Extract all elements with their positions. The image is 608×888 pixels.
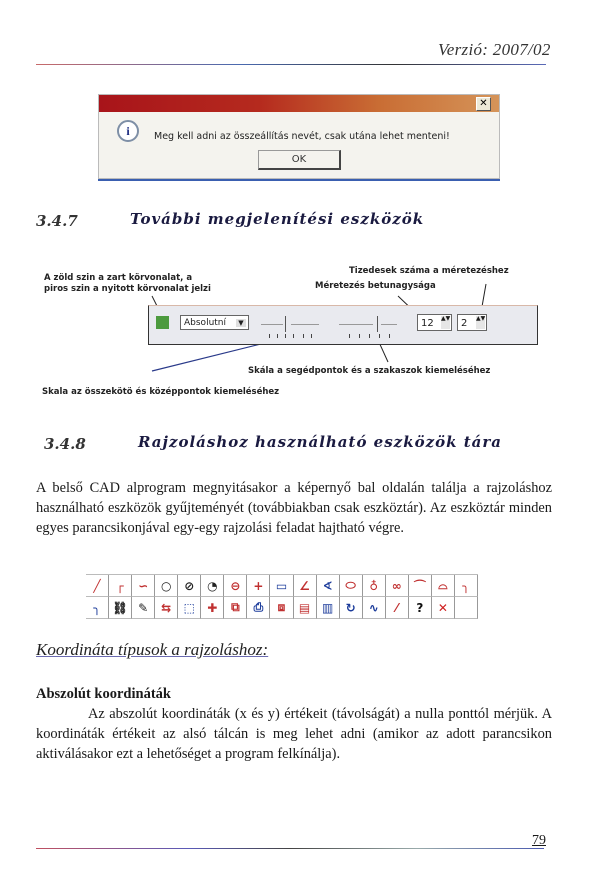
section-number: 3.4.8 [44,435,86,453]
spin-arrows-icon[interactable]: ▲▼ [441,316,450,329]
link-tool-button[interactable] [109,597,132,619]
font-size-value: 12 [421,318,434,329]
arc-tool-button[interactable] [409,575,432,597]
annotation-leaders [0,0,608,420]
spline-tool-icon: ∿ [368,600,379,615]
version-label: Verzió: 2007/02 [438,40,551,59]
annotation-scale-aux: Skála a segédpontok és a szakaszok kiemeléséhez [248,366,491,376]
undo-tool-icon: ⇆ [161,600,172,615]
contour-status-indicator [156,316,169,329]
annotation-decimals: Tizedesek száma a méretezéshez [349,266,509,276]
dialog-message: Meg kell adni az összeállítás nevét, csak utána lehet menteni! [154,131,450,142]
ok-button[interactable]: OK [258,150,341,170]
chamfer-tool-button[interactable] [86,597,109,619]
annotation-font-size: Méretezés betunagysága [315,281,436,291]
circle-radius-tool-icon: ⊘ [184,578,195,593]
trim-tool-button[interactable] [386,597,409,619]
circle-tool-icon: ○ [160,578,172,593]
copy-tool-icon: ⧉ [231,600,240,614]
pattern-tool-icon: ▥ [321,600,334,615]
spline-tool-button[interactable] [363,597,386,619]
link-tool-icon: ⛓ [112,600,128,615]
rectangle-tool-button[interactable] [270,575,293,597]
close-icon[interactable]: ✕ [476,97,491,111]
move-tool-icon: ✚ [207,600,218,615]
spin-arrows-icon[interactable]: ▲▼ [476,316,485,329]
arc-tool-icon: ⌒ [413,579,426,593]
info-icon: i [117,120,139,142]
circle-tool-button[interactable] [155,575,178,597]
annotation-scale-connect: Skala az összekötö és középpontok kiemeléséhez [42,387,280,397]
tangent-circle-tool-icon: ♁ [369,578,379,593]
undo-tool-button[interactable] [155,597,178,619]
decimals-spinner[interactable] [457,314,487,331]
coordinates-subheading: Koordináta típusok a rajzoláshoz: [36,640,269,659]
two-circle-tool-button[interactable] [386,575,409,597]
angle-line-tool-button[interactable] [294,575,317,597]
absolute-coordinates-heading: Abszolút koordináták [36,686,171,702]
point-tool-icon: + [253,578,264,593]
mirror-tool-button[interactable] [247,597,270,619]
font-size-spinner[interactable] [417,314,452,331]
angle-line-tool-icon: ∠ [299,578,310,593]
page-number: 79 [532,833,546,848]
pencil-tool-icon: ✎ [138,600,149,615]
footer-rule [36,848,544,849]
absolute-coordinates-paragraph: Az abszolút koordináták (x és y) értékeit (távolságát) a nulla ponttól mérjük. A koordináták értékeit az alsó tálcán is meg lehet adni (amikor az adott parancsikon aktiválásakor ezt a lehetőséget a program felkínálja). [36,706,552,762]
fillet-tool-button[interactable] [455,575,478,597]
section-title: Rajzoláshoz használható eszközök tára [138,433,502,451]
mirror-tool-icon: ⎙ [253,600,264,614]
two-circle-tool-icon: ∞ [391,578,402,593]
slider-thumb[interactable] [285,316,286,332]
annotation-color-line2: piros szin a nyitott körvonalat jelzi [44,284,211,294]
move-tool-button[interactable] [201,597,224,619]
slot-tool-button[interactable] [340,575,363,597]
point-tool-button[interactable] [247,575,270,597]
annotation-color-line1: A zöld szin a zart körvonalat, a [44,273,193,283]
delete-tool-icon: ✕ [437,600,448,615]
offset-tool-button[interactable] [270,597,293,619]
chamfer-tool-icon: ╮ [93,600,101,615]
tangent-circle-tool-button[interactable] [363,575,386,597]
slot-tool-icon: ⬭ [345,578,356,592]
curve-tool-icon: ∽ [138,578,149,593]
offset-tool-icon: ⧈ [277,600,286,614]
hatch-tool-button[interactable] [294,597,317,619]
polyline-tool-icon: ┌ [116,578,124,593]
copy-tool-button[interactable] [224,597,247,619]
delete-tool-button[interactable] [432,597,455,619]
decimals-value: 2 [461,318,468,329]
empty-slot-button[interactable] [455,597,478,619]
select-rect-tool-button[interactable] [178,597,201,619]
line-tool-icon: ╱ [93,578,101,593]
rectangle-tool-icon: ▭ [275,578,288,593]
intro-paragraph: A belső CAD alprogram megnyitásakor a képernyő bal oldalán találja a rajzoláshoz használható eszközök gyűjteményét (továbbiakban csak eszköztár). Az eszköztár minden egyes parancsikonjával egy-egy rajzolási feladat hajtható végre. [36,480,552,536]
select-rect-tool-icon: ⬚ [183,600,195,615]
pencil-tool-button[interactable] [132,597,155,619]
hatch-tool-icon: ▤ [298,600,311,615]
rotate-tool-icon: ↻ [345,600,356,615]
polyline-tool-button[interactable] [109,575,132,597]
rotate-tool-button[interactable] [340,597,363,619]
trim-tool-icon: ⁄ [395,600,398,615]
aux-scale-slider[interactable] [339,314,399,340]
arc2-tool-button[interactable] [432,575,455,597]
connect-scale-slider[interactable] [261,314,321,340]
coordinate-mode-value: Absolutní [184,318,227,328]
coordinate-mode-select[interactable] [180,315,249,330]
section-number: 3.4.7 [36,212,78,230]
circle-sector-tool-button[interactable] [201,575,224,597]
drawing-toolbox [86,574,478,619]
circle-sector-tool-icon: ◔ [207,578,218,593]
pattern-tool-button[interactable] [317,597,340,619]
ellipse-tool-icon: ⊖ [230,578,241,593]
section-title: További megjelenítési eszközök [130,210,425,228]
chevron-down-icon: ▼ [236,319,246,327]
ellipse-tool-button[interactable] [224,575,247,597]
angle-tool-icon: ∢ [322,578,333,593]
fillet-tool-icon: ╮ [462,578,470,593]
display-toolbar [148,305,538,345]
circle-radius-tool-button[interactable] [178,575,201,597]
arc2-tool-icon: ⌓ [438,578,448,592]
slider-thumb[interactable] [377,316,378,332]
help-tool-button[interactable] [409,597,432,619]
help-tool-icon: ? [416,600,424,615]
angle-tool-button[interactable] [317,575,340,597]
line-tool-button[interactable] [86,575,109,597]
curve-tool-button[interactable] [132,575,155,597]
